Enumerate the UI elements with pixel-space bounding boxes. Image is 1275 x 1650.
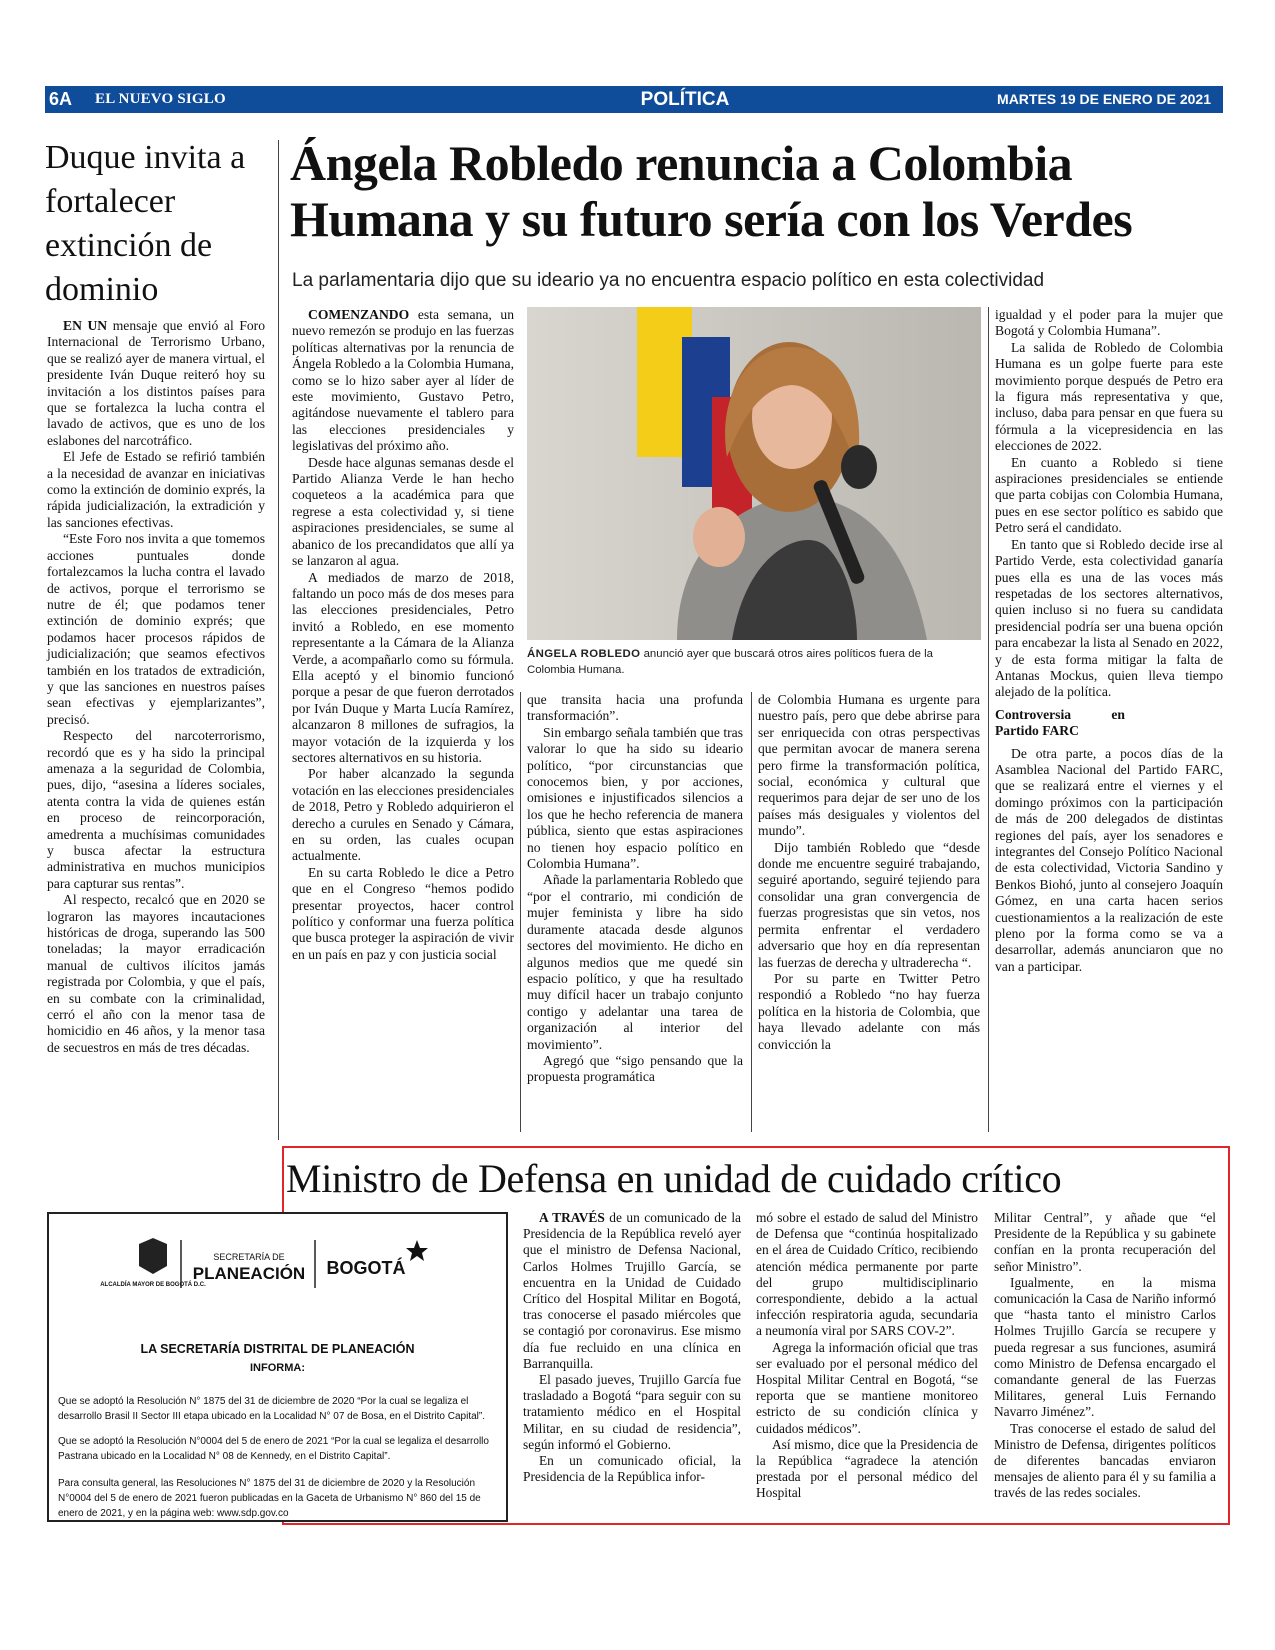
article-subhead: Controversia en Partido FARC [995, 706, 1125, 739]
paragraph: Igualmente, en la misma comunicación la Casa de Nariño informó que “hasta tanto el ministro Carlos Holmes Trujillo García se recupere y pueda regresar a sus funciones, asumirá como Ministro de Defensa encargado el comandante general de las Fuerzas Militares, general Luis Fernando Navarro Jiménez”. [994, 1274, 1216, 1420]
page-number: 6A [49, 89, 73, 109]
section-name: POLÍTICA [640, 89, 730, 110]
logo-alcaldia-text: ALCALDÍA MAYOR DE BOGOTÁ D.C. [100, 1282, 206, 1288]
ad-logos [49, 1234, 506, 1294]
bottom-article-col1 [523, 1210, 741, 1485]
paragraph: Agregó que “sigo pensando que la propuesta programática [527, 1052, 743, 1085]
ad-paragraph: Que se adoptó la Resolución N° 1875 del 31 de diciembre de 2020 “Por la cual se legaliza el desarrollo Brasil II Sector III etapa ubicado en la Localidad N° 07 de Bosa, en el Distrito Capital”. [58, 1396, 486, 1422]
bottom-article-lead: A TRAVÉS [539, 1210, 605, 1225]
paragraph: Por su parte en Twitter Petro respondió a Robledo “no hay fuerza política en la historia de Colombia, que haya llevado adelante con más convicción la [758, 970, 980, 1052]
paragraph: La salida de Robledo de Colombia Humana es un golpe fuerte para este movimiento porque después de Petro era la figura más representativa y que, incluso, daba para pensar en que fuera su fórmula a la vicepresidencia en las elecciones de 2022. [995, 339, 1223, 454]
main-article-col3 [758, 692, 980, 1053]
paragraph: Agrega la información oficial que tras ser evaluado por el personal médico del Hospital Militar Central en Bogotá, “se reporta que se mantiene monitoreo estricto de su condición clínica y cuidados médicos”. [756, 1339, 978, 1436]
logo-secretaria-small: SECRETARÍA DE [213, 1252, 285, 1262]
page-header-bar [45, 86, 1223, 113]
paragraph: Al respecto, recalcó que en 2020 se lograron las mayores incautaciones históricas de droga, superando las 500 toneladas; la mayor erradicación manual de cultivos ilícitos jamás registrada por Colombia, y que el país, en su combate con la criminalidad, cerró el año con la menor tasa de homicidio en 46 años, y la menor tasa de secuestros en más de tres décadas. [47, 892, 265, 1055]
bottom-article-col3 [994, 1210, 1216, 1502]
left-article-lead: EN UN [63, 318, 108, 333]
main-article-col2 [527, 692, 743, 1086]
caption-name: ÁNGELA ROBLEDO [527, 648, 641, 660]
paragraph: A mediados de marzo de 2018, faltando un poco más de dos meses para las elecciones presidenciales, Petro invitó a Robledo, en ese momento representante a la Cámara de la Alianza Verde, a acompañarlo como su fórmula. Ella aceptó y el binomio funcionó porque a pesar de que fueron derrotados por Iván Duque y Marta Lucía Ramírez, alcanzaron 8 millones de sufragios, la mayor votación de la izquierda y los sectores alternativos en su historia. [292, 569, 514, 765]
paragraph: Desde hace algunas semanas desde el Partido Alianza Verde le han hecho coqueteos a la académica para que regrese a esta colectividad y, si tiene aspiraciones presidenciales, se sume al abanico de los precandidatos que allí ya se lanzaron al agua. [292, 454, 514, 569]
paragraph: “Este Foro nos invita a que tomemos acciones puntuales donde fortalezcamos la lucha contra el lavado de activos, porque el terrorismo se nutre de él; que podamos tener extinción de dominio exprés; que podamos hacer procesos rápidos de judicialización; que seamos efectivos también en los tratados de extradición, y que las sanciones en nuestros países sean efectivas y ejemplarizantes”, precisó. [47, 531, 265, 727]
ad-paragraph: Para consulta general, las Resoluciones N° 1875 del 31 de diciembre de 2020 y la Resolución N°0004 del 5 de enero de 2021 fueron publicadas en la Gaceta de Urbanismo N° 860 del 15 de enero de 2021, y en la página web: www.sdp.gov.co [58, 1478, 481, 1519]
paragraph: Por haber alcanzado la segunda votación en las elecciones presidenciales de 2018, Petro y Robledo adquirieron el derecho a curules en Senado y Cámara, en su orden, las cuales ocupan actualmente. [292, 766, 514, 864]
paragraph: igualdad y el poder para la mujer que Bogotá y Colombia Humana”. [995, 307, 1223, 339]
paragraph: En tanto que si Robledo decide irse al Partido Verde, esta colectividad ganaría pues ella es una de las voces más respetadas de los sectores alternativos, quien incluso si no fuera su candidata presidencial podría ser una buena opción para encabezar la lista al Senado en 2022, y de esta forma mitigar la falta de Antanas Mockus, quien lleva tiempo alejado de la política. [995, 536, 1223, 700]
main-article-col1 [292, 307, 514, 963]
ad-title: LA SECRETARÍA DISTRITAL DE PLANEACIÓN [140, 1342, 415, 1356]
newspaper-name: EL NUEVO SIGLO [95, 91, 226, 107]
main-article-subtitle: La parlamentaria dijo que su ideario ya no encuentra espacio político en esta colectividad [292, 270, 1045, 291]
paragraph: Tras conocerse el estado de salud del Ministro de Defensa, dirigentes políticos de diferentes bancadas enviaron mensajes de aliento para él y su familia a través de las redes sociales. [994, 1420, 1216, 1501]
robledo-photo [527, 307, 981, 640]
bottom-article-title: Ministro de Defensa en unidad de cuidado crítico [286, 1156, 1062, 1201]
column-divider [278, 140, 279, 1140]
logo-secretaria-big: PLANEACIÓN [192, 1264, 306, 1283]
paragraph: Añade la parlamentaria Robledo que “por el contrario, mi condición de mujer feminista y libre ha sido duramente atacada desde algunos sectores del movimiento. He dicho en algunos medios que me quedé sin espacio político, y que ha resultado muy difícil hacer un trabajo conjunto contigo y adelantar una tarea de organización al interior del movimiento”. [527, 872, 743, 1052]
paragraph: mensaje que envió al Foro Internacional de Terrorismo Urbano, que se realizó ayer de manera virtual, el presidente Iván Duque reiteró hoy su invitación a los distintos países para que se fortalezca la lucha contra el lavado de activos, que es uno de los eslabones del narcotráfico. [47, 318, 265, 448]
paragraph: Sin embargo señala también que tras valorar lo que ha sido su ideario político, “por circunstancias que conocemos bien, y por acciones, omisiones e injustificados silencios a los que he hecho referencia de manera pública, siento que estas aspiraciones no tienen hoy espacio político en Colombia Humana”. [527, 724, 743, 872]
paragraph: En un comunicado oficial, la Presidencia de la República infor- [523, 1453, 741, 1485]
main-article-lead: COMENZANDO [308, 307, 410, 322]
paragraph: mó sobre el estado de salud del Ministro de Defensa que “continúa hospitalizado en el área de Cuidado Crítico, recibiendo atención médica permanente por parte del grupo multidisciplinario correspondiente, debido a la actual infección respiratoria aguda, secundaria a neumonía viral por SARS COV-2”. [756, 1210, 978, 1339]
paragraph: de Colombia Humana es urgente para nuestro país, pero que debe abrirse para ser enriquecida con otras perspectivas que permitan avocar de manera serena pero firme la transformación política, social, económica y cultural que requerimos para dejar de ser uno de los países más desiguales y violentos del mundo”. [758, 692, 980, 839]
column-divider [751, 692, 752, 1132]
paragraph: El Jefe de Estado se refirió también a la necesidad de avanzar en iniciativas como la extinción de dominio exprés, la rápida judicialización, la extradición y las sanciones efectivas. [47, 449, 265, 530]
main-article-col4 [995, 307, 1223, 975]
paragraph: Militar Central”, y añade que “el Presidente de la República y su gabinete confían en la pronta recuperación del señor Ministro”. [994, 1210, 1216, 1274]
logo-bogota-text: BOGOTÁ [326, 1258, 406, 1278]
column-divider [520, 692, 521, 1132]
paragraph: de un comunicado de la Presidencia de la República reveló ayer que el ministro de Defensa Nacional, Carlos Holmes Trujillo García, se encuentra en la Unidad de Cuidado Crítico del Hospital Militar en Bogotá, tras conocerse el pasado miércoles que se contagió por coronavirus. Ese mismo día fue recluido en una clínica en Barranquilla. [523, 1210, 741, 1371]
left-article-body [47, 318, 265, 1056]
planeacion-notice-ad [47, 1212, 508, 1522]
star-icon [406, 1240, 428, 1261]
paragraph: En cuanto a Robledo si tiene aspiraciones presidenciales se entiende que parta cobijas con Colombia Humana, pues en ese sector político es sabido que Petro será el candidato. [995, 454, 1223, 536]
paragraph: Dijo también Robledo que “desde donde me encuentre seguiré trabajando, seguiré aportando, seguiré tejiendo para consolidar una gran convergencia de fuerzas progresistas que sin vetos, nos permita enfrentar el verdadero adversario que hoy en día representan las fuerzas de derecha y ultraderecha “. [758, 839, 980, 970]
bottom-article-col2 [756, 1210, 978, 1502]
ad-subtitle: INFORMA: [250, 1362, 305, 1374]
caption-text: anunció ayer que buscará otros aires políticos fuera de la Colombia Humana. [527, 648, 933, 676]
ad-logo-row [49, 1234, 506, 1294]
paragraph: esta semana, un nuevo remezón se produjo en las fuerzas políticas alternativas por la renuncia de Ángela Robledo a la Colombia Humana, como se lo hizo saber ayer al líder de este movimiento, Gustavo Petro, agitándose nuevamente el tablero para las elecciones presidenciales y legislativas del próximo año. [292, 307, 514, 454]
paragraph: El pasado jueves, Trujillo García fue trasladado a Bogotá “para seguir con su tratamiento médico en el Hospital Militar, en su ciudad de residencia”, según informó el Gobierno. [523, 1372, 741, 1452]
left-article-title: Duque invita a fortalecer extinción de dominio [45, 139, 246, 308]
ad-paragraph: Que se adoptó la Resolución N°0004 del 5 de enero de 2021 “Por la cual se legaliza el desarrollo Pastrana ubicado en la Localidad N° 08 de Kennedy, en el Distrito Capital”. [58, 1436, 489, 1462]
coat-of-arms-icon [139, 1238, 167, 1274]
paragraph: En su carta Robledo le dice a Petro que en el Congreso “hemos podido presentar proyectos, hacer control político y conformar una fuerza política que busca proteger la aspiración de vivir en un país en paz y con justicia social [292, 864, 514, 962]
portrait-illustration [527, 307, 981, 640]
issue-date: MARTES 19 DE ENERO DE 2021 [997, 91, 1211, 107]
photo-caption [527, 646, 981, 678]
paragraph: que transita hacia una profunda transformación”. [527, 692, 743, 724]
paragraph: De otra parte, a pocos días de la Asamblea Nacional del Partido FARC, que se realizará entre el viernes y el domingo próximos con la participación de más de 200 delegados de distintas regiones del país, ayer los senadores e integrantes del Consejo Político Nacional de esta colectividad, Victoria Sandino y Benkos Biohó, junto al consejero Joaquín Gómez, en una carta hacen serios cuestionamientos a la realización de este pleno por la forma como se va a desarrollar, además anunciaron que no van a participar. [995, 745, 1223, 974]
paragraph: Respecto del narcoterrorismo, recordó que es y ha sido la principal amenaza a la seguridad de Colombia, pues, dijo, “asesina a líderes sociales, atenta contra la vida de quienes están en proceso de reincorporación, amedrenta a muchísimas comunidades y busca afectar la estructura administrativa en muchos municipios para capturar sus rentas”. [47, 728, 265, 891]
main-article-title: Ángela Robledo renuncia a Colombia Humana y su futuro sería con los Verdes [290, 135, 1133, 247]
column-divider [988, 307, 989, 1132]
paragraph: Así mismo, dice que la Presidencia de la República “agradece la atención prestada por el personal médico del Hospital [756, 1436, 978, 1501]
